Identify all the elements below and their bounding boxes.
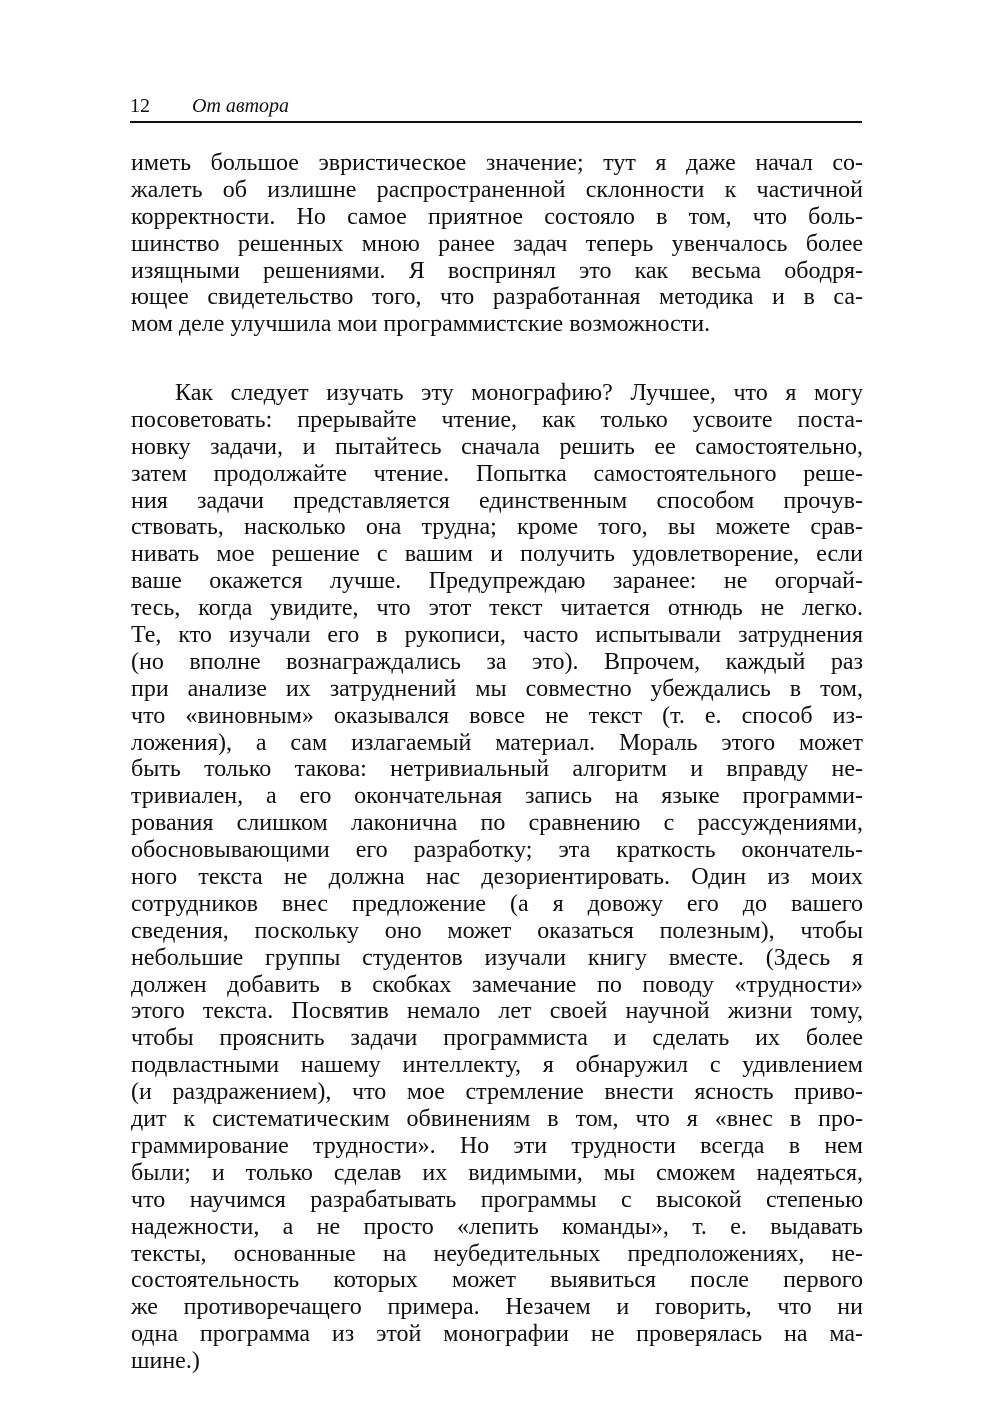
text-line: рования слишком лаконична по сравнению с рассуждениями,	[131, 810, 863, 837]
page-number: 12	[130, 95, 150, 117]
text-line: ствовать, насколько она трудна; кроме того, вы можете срав-	[131, 514, 863, 541]
running-head	[130, 93, 862, 119]
text-line: одна программа из этой монографии не проверялась на ма-	[131, 1321, 863, 1348]
text-line: дит к систематическим обвинениям в том, что я «внес в про-	[131, 1106, 863, 1133]
paragraph-1	[131, 150, 863, 338]
text-line: нивать мое решение с вашим и получить удовлетворение, если	[131, 541, 863, 568]
text-line: тесь, когда увидите, что этот текст читается отнюдь не легко.	[131, 595, 863, 622]
text-line: ного текста не должна нас дезориентировать. Один из моих	[131, 864, 863, 891]
text-line: что «виновным» оказывался вовсе не текст (т. е. способ из-	[131, 702, 863, 729]
text-line: этого текста. Посвятив немало лет своей научной жизни тому,	[131, 998, 863, 1025]
text-line: шинство решенных мною ранее задач теперь увенчалось более	[131, 230, 863, 257]
text-line: ющее свидетельство того, что разработанная методика и в са-	[131, 284, 863, 311]
text-line: (но вполне вознаграждались за это). Впрочем, каждый раз	[131, 648, 863, 675]
text-line: затем продолжайте чтение. Попытка самостоятельного реше-	[131, 460, 863, 487]
text-line: были; и только сделав их видимыми, мы сможем надеяться,	[131, 1159, 863, 1186]
text-line: ваше окажется лучше. Предупреждаю заранее: не огорчай-	[131, 568, 863, 595]
text-line: подвластными нашему интеллекту, я обнаружил с удивлением	[131, 1052, 863, 1079]
text-line: новку задачи, и пытайтесь сначала решить ее самостоятельно,	[131, 433, 863, 460]
text-line: что научимся разрабатывать программы с высокой степенью	[131, 1186, 863, 1213]
text-line: тривиален, а его окончательная запись на языке программи-	[131, 783, 863, 810]
text-line: сотрудников внес предложение (а я довожу его до вашего	[131, 890, 863, 917]
text-line: состоятельность которых может выявиться после первого	[131, 1267, 863, 1294]
text-line: должен добавить в скобках замечание по поводу «трудности»	[131, 971, 863, 998]
text-line: корректности. Но самое приятное состояло в том, что боль-	[131, 203, 863, 230]
text-line: сведения, поскольку оно может оказаться полезным), чтобы	[131, 917, 863, 944]
text-line: быть только такова: нетривиальный алгоритм и вправду не-	[131, 756, 863, 783]
text-line: граммирование трудности». Но эти трудности всегда в нем	[131, 1132, 863, 1159]
text-line: чтобы прояснить задачи программиста и сделать их более	[131, 1025, 863, 1052]
header-rule	[130, 121, 862, 123]
text-line: Как следует изучать эту монографию? Лучшее, что я могу	[175, 380, 863, 406]
text-line: иметь большое эвристическое значение; тут я даже начал со-	[131, 150, 863, 176]
text-line: Те, кто изучали его в рукописи, часто испытывали затруднения	[131, 622, 863, 649]
text-line: же противоречащего примера. Незачем и говорить, что ни	[131, 1294, 863, 1321]
text-line: обосновывающими его разработку; эта краткость окончатель-	[131, 837, 863, 864]
text-line: шине.)	[131, 1348, 200, 1375]
text-line: при анализе их затруднений мы совместно убеждались в том,	[131, 675, 863, 702]
text-line: ния задачи представляется единственным способом прочув-	[131, 487, 863, 514]
text-line: ложения), а сам излагаемый материал. Мораль этого может	[131, 729, 863, 756]
text-line: надежности, а не просто «лепить команды», т. е. выдавать	[131, 1213, 863, 1240]
text-line: (и раздражением), что мое стремление внести ясность приво-	[131, 1079, 863, 1106]
text-line: тексты, основанные на неубедительных предположениях, не-	[131, 1240, 863, 1267]
section-title: От автора	[192, 95, 290, 117]
text-line: мом деле улучшила мои программистские возможности.	[131, 311, 711, 338]
text-line: небольшие группы студентов изучали книгу вместе. (Здесь я	[131, 944, 863, 971]
text-line: посоветовать: прерывайте чтение, как только усвоите поста-	[131, 406, 863, 433]
text-line: изящными решениями. Я воспринял это как весьма ободря-	[131, 257, 863, 284]
text-line: жалеть об излишне распространенной склонности к частичной	[131, 176, 863, 203]
paragraph-2	[131, 380, 863, 1375]
